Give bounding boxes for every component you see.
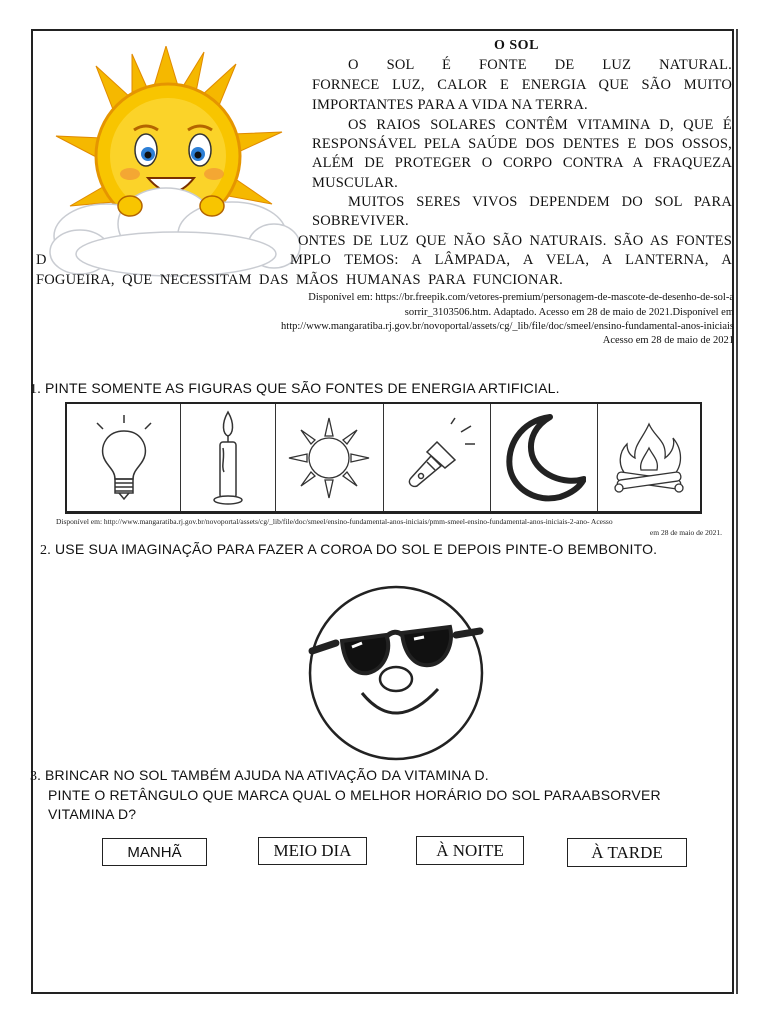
sun-icon	[287, 416, 371, 500]
paragraph-line: OS RAIOS SOLARES CONTÊM VITAMINA D, QUE É	[348, 117, 732, 133]
question-text: BRINCAR NO SOL TAMBÉM AJUDA NA ATIVAÇÃO DA VITAMINA D.	[45, 767, 489, 783]
paragraph-line: RESPONSÁVEL PELA SAÚDE DOS DENTES E DOS OSSOS,	[312, 136, 732, 152]
paragraph-line: FOGUEIRA, QUE NECESSITAM DAS MÃOS HUMANAS PARA FUNCIONAR.	[36, 272, 563, 288]
sun-nose	[380, 667, 412, 691]
page-title: O SOL	[494, 38, 539, 53]
question-1	[30, 380, 560, 398]
question-text: PINTE O RETÂNGULO QUE MARCA QUAL O MELHOR HORÁRIO DO SOL PARAABSORVER	[48, 787, 661, 803]
paragraph-line: MPLO TEMOS: A LÂMPADA, A VELA, A LANTERNA, A	[290, 252, 732, 268]
citation-line: http://www.mangaratiba.rj.gov.br/novoportal/assets/cg/_lib/file/doc/smeel/ensino-fundamental-anos-iniciais	[281, 321, 734, 332]
moon-icon	[502, 413, 586, 503]
citation-line: Acesso em 28 de maio de 2021	[602, 335, 734, 346]
paragraph-line: IMPORTANTES PARA A VIDA NA TERRA.	[312, 97, 588, 113]
figures-strip	[65, 402, 702, 514]
figure-cell[interactable]	[491, 404, 598, 511]
figure-citation: Disponível em: http://www.mangaratiba.rj.gov.br/novoportal/assets/cg/_lib/file/doc/smeel/ensino-fundamental-anos-iniciais/pmm-smeel-ensino-fundamental-anos-iniciais-2-ano- Acesso	[56, 517, 613, 526]
figure-cell[interactable]	[67, 404, 181, 511]
candle-icon	[203, 410, 253, 506]
flashlight-icon	[397, 416, 477, 500]
option-midday-box[interactable]: MEIO DIA	[258, 837, 367, 865]
paragraph-line: FORNECE LUZ, CALOR E ENERGIA QUE SÃO MUITO	[312, 77, 732, 93]
question-text: PINTE SOMENTE AS FIGURAS QUE SÃO FONTES DE ENERGIA ARTIFICIAL.	[45, 380, 560, 396]
paragraph-line: ALÉM DE PROTEGER O CORPO CONTRA A FRAQUEZA	[312, 155, 732, 171]
figure-cell[interactable]	[276, 404, 383, 511]
partial-letter: D	[36, 252, 47, 268]
figure-cell[interactable]	[384, 404, 491, 511]
question-3	[30, 767, 489, 785]
paragraph-line: O SOL É FONTE DE LUZ NATURAL.	[348, 57, 732, 73]
question-number: 1.	[30, 382, 41, 397]
page-border-right	[736, 29, 738, 994]
paragraph-line: SOBREVIVER.	[312, 213, 409, 229]
figure-cell[interactable]	[181, 404, 276, 511]
question-number: 2.	[40, 543, 51, 558]
option-afternoon-box[interactable]: À TARDE	[567, 838, 687, 867]
option-morning-box[interactable]: MANHÃ	[102, 838, 207, 866]
lightbulb-icon	[89, 413, 159, 503]
question-2	[40, 541, 657, 559]
figure-cell[interactable]	[598, 404, 700, 511]
question-number: 3.	[30, 769, 41, 784]
paragraph-line: MUITOS SERES VIVOS DEPENDEM DO SOL PARA	[348, 194, 732, 210]
campfire-icon	[609, 418, 689, 498]
paragraph-line: ONTES DE LUZ QUE NÃO SÃO NATURAIS. SÃO AS FONTES	[298, 233, 732, 249]
citation-line: Disponível em: https://br.freepik.com/vetores-premium/personagem-de-mascote-de-desenho-de-sol-a	[308, 292, 734, 303]
question-text: USE SUA IMAGINAÇÃO PARA FAZER A COROA DO SOL E DEPOIS PINTE-O BEMBONITO.	[55, 541, 658, 557]
sunglasses-sun-drawing[interactable]	[296, 585, 494, 761]
figure-citation: em 28 de maio de 2021.	[649, 528, 722, 537]
paragraph-line: MUSCULAR.	[312, 175, 398, 191]
sun-mascot-illustration	[36, 46, 302, 278]
option-night-box[interactable]: À NOITE	[416, 836, 524, 865]
citation-line: sorrir_3103506.htm. Adaptado. Acesso em 28 de maio de 2021.Disponível em	[404, 307, 734, 318]
question-text: VITAMINA D?	[48, 806, 137, 822]
